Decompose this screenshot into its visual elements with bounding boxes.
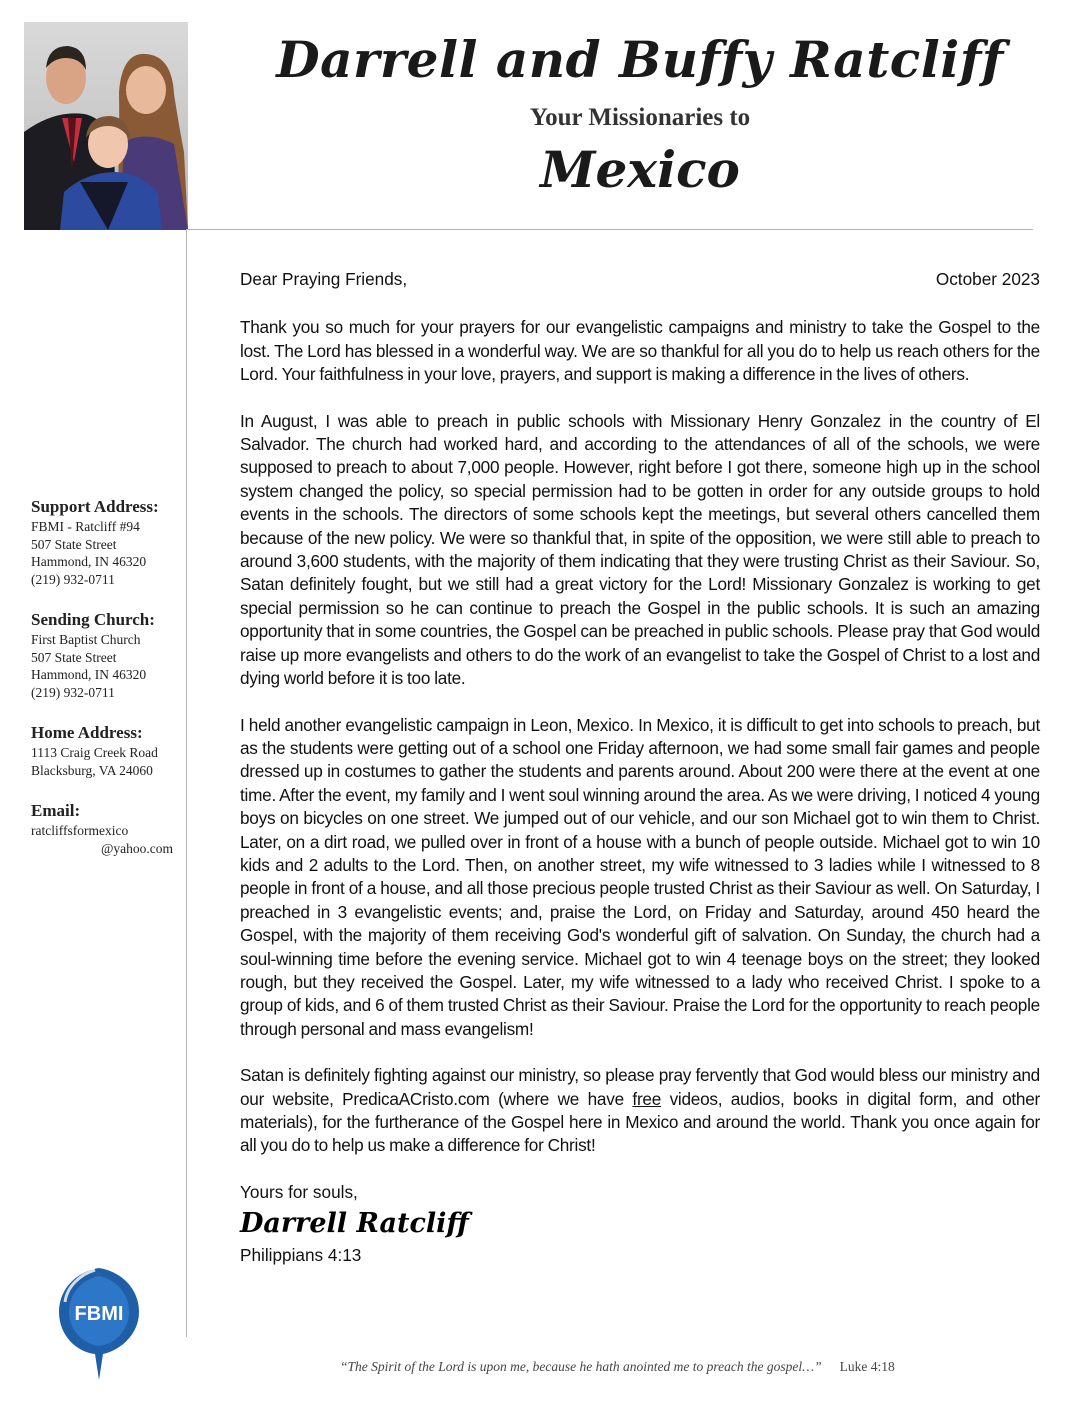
sending-church <box>31 610 181 701</box>
home-address <box>31 723 181 779</box>
family-photo <box>24 22 188 230</box>
sending-line: Hammond, IN 46320 <box>31 667 147 682</box>
closing: Yours for souls, <box>240 1181 358 1202</box>
support-line: Hammond, IN 46320 <box>31 554 147 569</box>
fbmi-logo <box>55 1266 143 1384</box>
paragraph: I held another evangelistic campaign in Leon, Mexico. In Mexico, it is difficult to get into schools to preach, but as the students were getting out of a school one Friday afternoon, we had some small fair games and people dressed up in costumes to gather the students and parents around. About 200 were there at the event at one time. After the event, my family and I went soul winning around the area. As we were driving, I noticed 4 young boys on bicycles on one street. We jumped out of our vehicle, and our son Michael got to win them to Christ. Later, on a dirt road, we pulled over in front of a house with a bunch of people outside. Michael got to win 10 kids and 2 adults to the Lord. Then, on another street, my wife witnessed to 3 ladies while I witnessed to 8 people in front of a house, and all those precious people trusted Christ as their Saviour as well. On Saturday, I preached in 3 evangelistic events; and, praise the Lord, on Friday and Saturday, around 450 heard the Gospel, with the majority of them receiving God's wonderful gift of salvation. On Sunday, the church had a soul-winning time before the evening service. Michael got to win 4 teenage boys on the street; they looked rough, but they received the Gospel. Later, my wife witnessed to a lady who received Christ. I spoke to a group of kids, and 6 of them trusted Christ as their Saviour. Praise the Lord for the opportunity to reach people through personal and mass evangelism! <box>240 714 1040 1039</box>
support-address <box>31 497 181 588</box>
paragraph: Thank you so much for your prayers for our evangelistic campaigns and ministry to take the Gospel to the lost. The Lord has blessed in a wonderful way. We are so thankful for all you do to help us reach others for the Lord. Your faithfulness in your love, prayers, and support is making a difference in the lives of others. <box>240 317 1040 385</box>
salutation: Dear Praying Friends, <box>240 269 408 289</box>
missionary-names: Darrell and Buffy Ratcliff <box>276 30 1004 89</box>
support-address-heading: Support Address: <box>31 497 159 516</box>
paragraph-text: Satan is definitely fighting against our ministry, so please pray fervently that God would bless our ministry and our website, PredicaACristo.com (where we have <box>240 1065 1040 1109</box>
home-line: 1113 Craig Creek Road <box>31 745 158 760</box>
footer-reference: Luke 4:18 <box>839 1359 895 1374</box>
footer <box>340 1359 1060 1375</box>
email-block <box>31 801 181 857</box>
sidebar-divider <box>186 229 187 1337</box>
sending-line: (219) 932-0711 <box>31 684 115 700</box>
email-line[interactable]: ratcliffsformexico <box>31 823 129 838</box>
email-heading: Email: <box>31 801 81 820</box>
support-line: 507 State Street <box>31 536 117 552</box>
footer-quote: “The Spirit of the Lord is upon me, because he hath anointed me to preach the gospel…” <box>340 1359 822 1374</box>
support-line: FBMI - Ratcliff #94 <box>31 519 140 534</box>
paragraph: In August, I was able to preach in public schools with Missionary Henry Gonzalez in the country of El Salvador. The church had worked hard, and according to the attendances of all of the schools, we were supposed to preach to about 7,000 people. However, right before I got there, someone high up in the school system changed the policy, so special permission had to be gotten in order for any outside groups to hold events in the schools. The directors of some schools kept the meetings, but several others cancelled them because of the new policy. We were so thankful that, in spite of the opposition, we were still able to preach to around 3,600 students, with the majority of them indicating that they were trusting Christ as their Saviour. So, Satan definitely fought, but we still had a great victory for the Lord! Missionary Gonzalez is working to get special permission so he can continue to preach the Gospel in the public schools. It is such an amazing opportunity that in some countries, the Gospel can be preached in public schools. Please pray that God would raise up more evangelists and others to do the work of an evangelist to take the Gospel of Christ to a lost and dying world before it is too late. <box>240 410 1040 689</box>
sending-line: 507 State Street <box>31 649 117 665</box>
home-line: Blacksburg, VA 24060 <box>31 762 153 778</box>
paragraph <box>240 1064 1040 1158</box>
header-subtitle: Your Missionaries to <box>529 104 751 131</box>
letter-body <box>240 268 1040 1267</box>
paragraph-text: videos, audios, books in digital form, and other materials), for the furtherance of the Gospel here in Mexico and around the world. Thank you once again for all you do to help us make a difference for Christ! <box>240 1088 1040 1156</box>
home-address-heading: Home Address: <box>31 723 143 742</box>
sending-line: First Baptist Church <box>31 632 141 647</box>
sidebar <box>31 497 181 879</box>
logo-text: FBMI <box>74 1303 124 1325</box>
salutation-row <box>240 268 1040 291</box>
verse-reference: Philippians 4:13 <box>240 1244 362 1265</box>
mission-country: Mexico <box>540 140 740 199</box>
letter-date: October 2023 <box>935 269 1040 289</box>
header-divider <box>187 229 1033 230</box>
sending-church-heading: Sending Church: <box>31 610 155 629</box>
support-line: (219) 932-0711 <box>31 571 115 587</box>
email-line[interactable]: @yahoo.com <box>100 840 173 856</box>
signature: Darrell Ratcliff <box>240 1208 469 1240</box>
free-underlined: free <box>632 1088 662 1109</box>
